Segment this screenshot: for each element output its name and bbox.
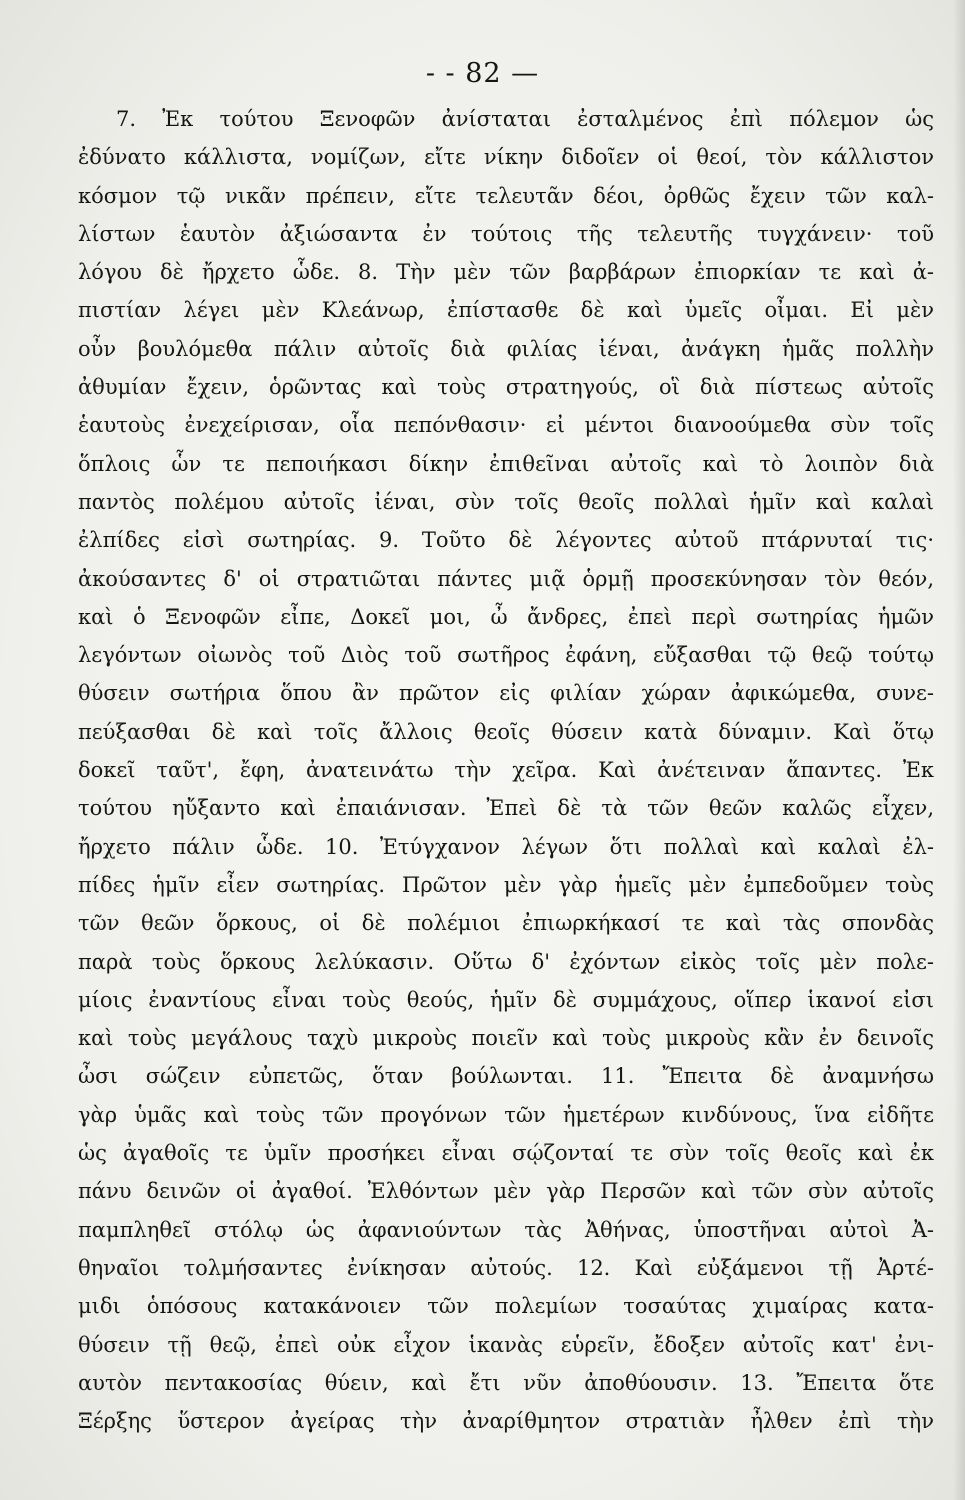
text-line: δοκεῖ ταῦτ', ἔφη, ἀνατεινάτω τὴν χεῖρα. Καὶ ἀνέτειναν ἅπαντες. Ἐκ — [78, 758, 934, 783]
text-line: καὶ τοὺς μεγάλους ταχὺ μικροὺς ποιεῖν καὶ τοὺς μικροὺς κἂν ἐν δεινοῖς — [78, 1026, 934, 1051]
text-line: τούτου ηὔξαντο καὶ ἐπαιάνισαν. Ἐπεὶ δὲ τὰ τῶν θεῶν καλῶς εἶχεν, — [78, 796, 934, 821]
page-number: - - 82 — — [425, 58, 540, 89]
text-line: αυτὸν πεντακοσίας θύειν, καὶ ἔτι νῦν ἀποθύουσιν. 13. Ἔπειτα ὅτε — [78, 1370, 934, 1395]
text-line: τῶν θεῶν ὅρκους, οἱ δὲ πολέμιοι ἐπιωρκήκασί τε καὶ τὰς σπονδὰς — [78, 911, 934, 936]
text-line: ἐδύνατο κάλλιστα, νομίζων, εἴτε νίκην διδοῖεν οἱ θεοί, τὸν κάλλιστον — [78, 145, 934, 170]
text-line: πιστίαν λέγει μὲν Κλεάνωρ, ἐπίστασθε δὲ καὶ ὑμεῖς οἶμαι. Εἰ μὲν — [78, 298, 934, 323]
text-line: οὖν βουλόμεθα πάλιν αὐτοῖς διὰ φιλίας ἰέναι, ἀνάγκη ἡμᾶς πολλὴν — [78, 336, 934, 361]
text-line: θύσειν τῇ θεῷ, ἐπεὶ οὐκ εἶχον ἱκανὰς εὑρεῖν, ἔδοξεν αὐτοῖς κατ' ἐνι- — [78, 1332, 934, 1357]
page-edge-shadow — [953, 0, 965, 1500]
text-line: ἐλπίδες εἰσὶ σωτηρίας. 9. Τοῦτο δὲ λέγοντες αὐτοῦ πτάρνυταί τις· — [78, 528, 934, 553]
text-line: μίοις ἐναντίους εἶναι τοὺς θεούς, ἡμῖν δὲ συμμάχους, οἵπερ ἱκανοί εἰσι — [78, 987, 934, 1012]
text-line: Ξέρξης ὕστερον ἀγείρας τὴν ἀναρίθμητον στρατιὰν ἦλθεν ἐπὶ τὴν — [78, 1409, 934, 1434]
text-line: καὶ ὁ Ξενοφῶν εἶπε, Δοκεῖ μοι, ὦ ἄνδρες, ἐπεὶ περὶ σωτηρίας ἡμῶν — [78, 604, 934, 629]
text-line: παρὰ τοὺς ὅρκους λελύκασιν. Οὕτω δ' ἐχόντων εἰκὸς τοῖς μὲν πολε- — [78, 949, 934, 974]
text-line: λεγόντων οἰωνὸς τοῦ Διὸς τοῦ σωτῆρος ἐφάνη, εὔξασθαι τῷ θεῷ τούτῳ — [78, 643, 934, 668]
text-line: λίστων ἑαυτὸν ἀξιώσαντα ἐν τούτοις τῆς τελευτῆς τυγχάνειν· τοῦ — [78, 221, 934, 246]
text-line: θύσειν σωτήρια ὅπου ἂν πρῶτον εἰς φιλίαν χώραν ἀφικώμεθα, συνε- — [78, 681, 934, 706]
text-line: παμπληθεῖ στόλῳ ὡς ἀφανιούντων τὰς Ἀθήνας, ὑποστῆναι αὐτοὶ Ἀ- — [78, 1217, 934, 1242]
text-line: ὅπλοις ὧν τε πεποιήκασι δίκην ἐπιθεῖναι αὐτοῖς καὶ τὸ λοιπὸν διὰ — [78, 451, 934, 476]
text-line: ἀθυμίαν ἔχειν, ὁρῶντας καὶ τοὺς στρατηγούς, οἳ διὰ πίστεως αὐτοῖς — [78, 375, 934, 400]
text-line: πεύξασθαι δὲ καὶ τοῖς ἄλλοις θεοῖς θύσειν κατὰ δύναμιν. Καὶ ὅτῳ — [78, 719, 934, 744]
text-line: ἤρχετο πάλιν ὧδε. 10. Ἐτύγχανον λέγων ὅτι πολλαὶ καὶ καλαὶ ἐλ- — [78, 834, 934, 859]
body-text — [78, 100, 934, 1440]
text-line: ἑαυτοὺς ἐνεχείρισαν, οἷα πεπόνθασιν· εἰ μέντοι διανοούμεθα σὺν τοῖς — [78, 413, 934, 438]
text-line: ὡς ἀγαθοῖς τε ὑμῖν προσήκει εἶναι σῴζονταί τε σὺν τοῖς θεοῖς καὶ ἐκ — [78, 1141, 934, 1166]
text-line: πίδες ἡμῖν εἶεν σωτηρίας. Πρῶτον μὲν γὰρ ἡμεῖς μὲν ἐμπεδοῦμεν τοὺς — [78, 872, 934, 897]
text-line: πάνυ δεινῶν οἱ ἀγαθοί. Ἐλθόντων μὲν γὰρ Περσῶν καὶ τῶν σὺν αὐτοῖς — [78, 1179, 934, 1204]
text-line: 7. Ἐκ τούτου Ξενοφῶν ἀνίσταται ἐσταλμένος ἐπὶ πόλεμον ὡς — [116, 107, 934, 131]
text-line: ὦσι σώζειν εὐπετῶς, ὅταν βούλωνται. 11. Ἔπειτα δὲ ἀναμνήσω — [78, 1064, 934, 1089]
text-line: ἀκούσαντες δ' οἱ στρατιῶται πάντες μιᾷ ὁρμῇ προσεκύνησαν τὸν θεόν, — [78, 566, 934, 591]
text-line: θηναῖοι τολμήσαντες ἐνίκησαν αὐτούς. 12. Καὶ εὐξάμενοι τῇ Ἀρτέ- — [78, 1255, 934, 1280]
text-line: παντὸς πολέμου αὐτοῖς ἰέναι, σὺν τοῖς θεοῖς πολλαὶ ἡμῖν καὶ καλαὶ — [78, 489, 934, 514]
text-line: μιδι ὁπόσους κατακάνοιεν τῶν πολεμίων τοσαύτας χιμαίρας κατα- — [78, 1294, 934, 1319]
text-line: λόγου δὲ ἤρχετο ὧδε. 8. Τὴν μὲν τῶν βαρβάρων ἐπιορκίαν τε καὶ ἀ- — [78, 260, 934, 285]
text-line: γὰρ ὑμᾶς καὶ τοὺς τῶν προγόνων τῶν ἡμετέρων κινδύνους, ἵνα εἰδῆτε — [78, 1102, 934, 1127]
text-line: κόσμον τῷ νικᾶν πρέπειν, εἴτε τελευτᾶν δέοι, ὀρθῶς ἔχειν τῶν καλ- — [78, 183, 934, 208]
